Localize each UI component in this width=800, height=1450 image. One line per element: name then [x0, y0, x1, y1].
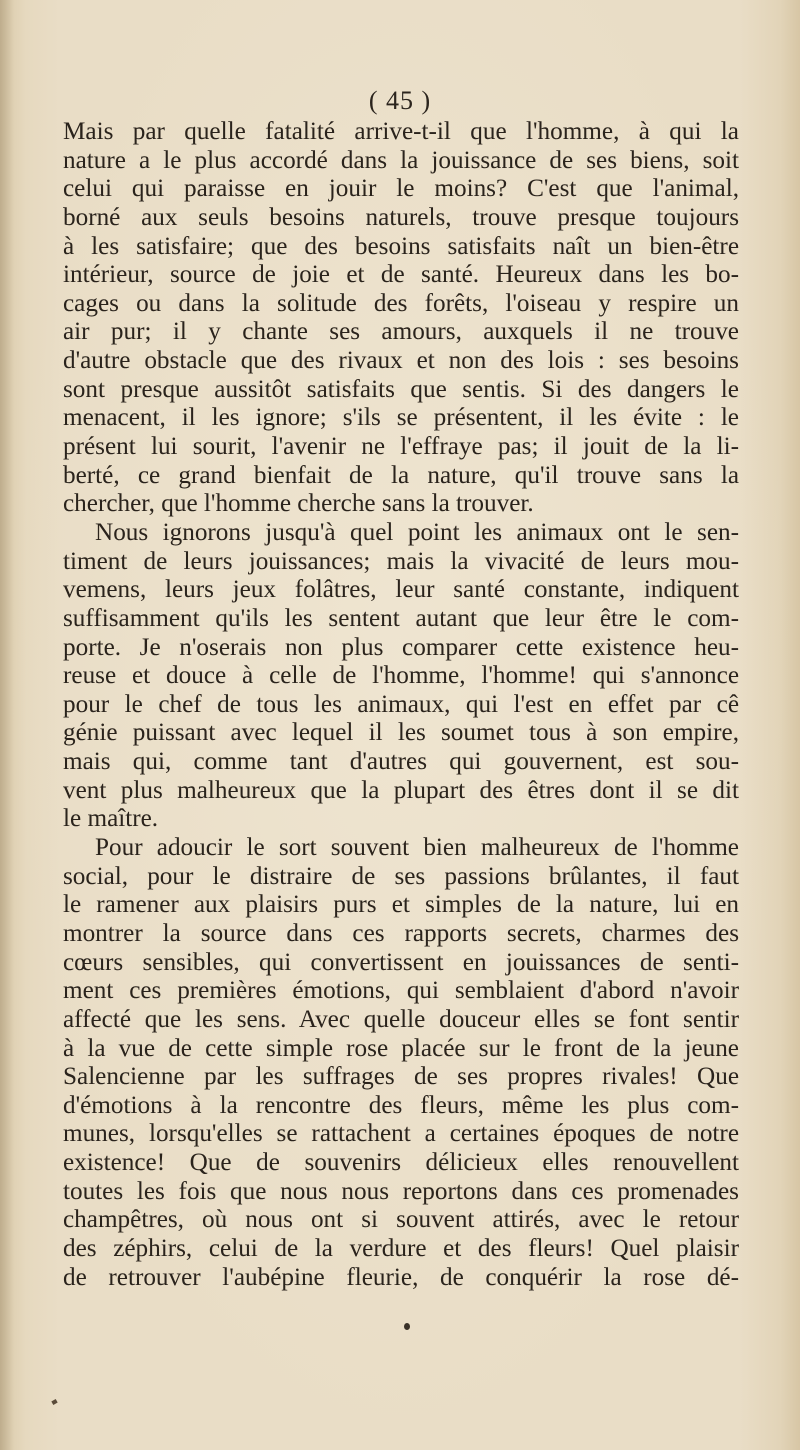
- text-line: porte. Je n'oserais non plus comparer cette existence heu-: [63, 633, 739, 661]
- text-line: mais qui, comme tant d'autres qui gouvernent, est sou-: [63, 748, 739, 776]
- text-line: de retrouver l'aubépine fleurie, de conquérir la rose dé-: [63, 1263, 739, 1291]
- text-line: Nous ignorons jusqu'à quel point les animaux ont le sen-: [95, 518, 739, 546]
- text-line: cœurs sensibles, qui convertissent en jouissances de senti-: [63, 948, 739, 976]
- text-line: air pur; il y chante ses amours, auxquels il ne trouve: [63, 318, 739, 346]
- text-line: champêtres, où nous ont si souvent attirés, avec le retour: [63, 1206, 739, 1234]
- page-number: ( 45 ): [368, 86, 432, 115]
- text-line: à la vue de cette simple rose placée sur le front de la jeune: [63, 1034, 739, 1062]
- text-line: toutes les fois que nous nous reportons dans ces promenades: [63, 1177, 739, 1205]
- body-text: [63, 118, 739, 1292]
- text-line: d'émotions à la rencontre des fleurs, même les plus com-: [63, 1091, 739, 1119]
- text-line: timent de leurs jouissances; mais la vivacité de leurs mou-: [63, 547, 739, 575]
- text-line: munes, lorsqu'elles se rattachent a certaines époques de notre: [63, 1120, 739, 1148]
- text-line: le ramener aux plaisirs purs et simples de la nature, lui en: [63, 891, 739, 919]
- text-line: Salencienne par les suffrages de ses propres rivales! Que: [63, 1063, 739, 1091]
- text-line: Pour adoucir le sort souvent bien malheureux de l'homme: [95, 834, 739, 862]
- text-line: génie puissant avec lequel il les soumet tous à son empire,: [63, 719, 739, 747]
- text-line: vent plus malheureux que la plupart des êtres dont il se dit: [63, 776, 739, 804]
- text-line: vemens, leurs jeux folâtres, leur santé constante, indiquent: [63, 576, 739, 604]
- text-line: des zéphirs, celui de la verdure et des fleurs! Quel plaisir: [63, 1234, 739, 1262]
- text-line: sont presque aussitôt satisfaits que sentis. Si des dangers le: [63, 375, 739, 403]
- text-line: cages ou dans la solitude des forêts, l'oiseau y respire un: [63, 289, 739, 317]
- ink-mark: [51, 1399, 57, 1405]
- ink-spot: [404, 1323, 410, 1330]
- text-line: existence! Que de souvenirs délicieux elles renouvellent: [63, 1149, 739, 1177]
- text-line: ment ces premières émotions, qui semblaient d'abord n'avoir: [63, 977, 739, 1005]
- text-line: chercher, que l'homme cherche sans la trouver.: [63, 490, 534, 518]
- text-line: nature a le plus accordé dans la jouissance de ses biens, soit: [63, 146, 739, 174]
- text-line: affecté que les sens. Avec quelle douceur elles se font sentir: [63, 1005, 739, 1033]
- text-line: social, pour le distraire de ses passions brûlantes, il faut: [63, 862, 739, 890]
- text-line: le maître.: [63, 805, 159, 833]
- binding-shadow: [0, 0, 14, 1450]
- text-line: suffisamment qu'ils les sentent autant que leur être le com-: [63, 604, 739, 632]
- text-line: à les satisfaire; que des besoins satisfaits naît un bien-être: [63, 232, 739, 260]
- text-line: d'autre obstacle que des rivaux et non des lois : ses besoins: [63, 347, 739, 375]
- text-line: menacent, il les ignore; s'ils se présentent, il les évite : le: [63, 404, 739, 432]
- text-line: pour le chef de tous les animaux, qui l'est en effet par cê: [63, 690, 739, 718]
- text-line: borné aux seuls besoins naturels, trouve presque toujours: [63, 203, 739, 231]
- text-line: Mais par quelle fatalité arrive-t-il que l'homme, à qui la: [63, 118, 739, 145]
- text-line: présent lui sourit, l'avenir ne l'effraye pas; il jouit de la li-: [63, 433, 739, 461]
- text-line: celui qui paraisse en jouir le moins? C'est que l'animal,: [63, 175, 739, 203]
- text-line: reuse et douce à celle de l'homme, l'homme! qui s'annonce: [63, 662, 739, 690]
- text-line: intérieur, source de joie et de santé. Heureux dans les bo-: [63, 261, 739, 289]
- text-line: montrer la source dans ces rapports secrets, charmes des: [63, 919, 739, 947]
- text-line: berté, ce grand bienfait de la nature, qu'il trouve sans la: [63, 461, 739, 489]
